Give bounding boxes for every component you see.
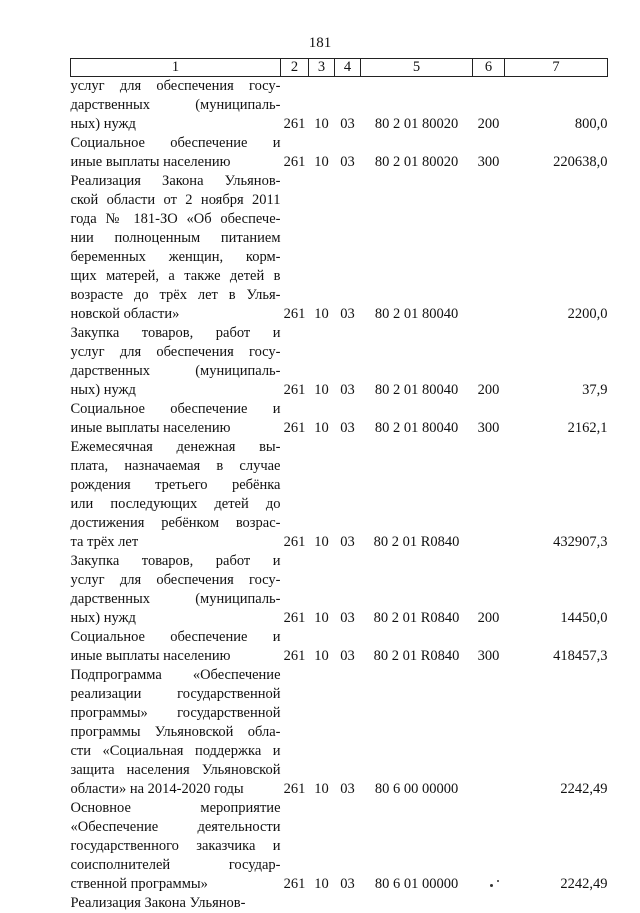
header-col-3: 3 [309,59,335,77]
header-col-1: 1 [71,59,281,77]
amount: 432907,3 [505,438,608,552]
row-name [71,628,281,666]
header-col-4: 4 [335,59,361,77]
subsection-code [335,894,361,913]
amount: 2162,1 [505,400,608,438]
section-code: 10 [309,77,335,135]
row-name-line: беременных женщин, корм- [71,248,281,267]
target-article-code: 80 6 00 00000 [361,666,473,799]
header-col-7: 7 [505,59,608,77]
subsection-code: 03 [335,134,361,172]
row-name-line: дарственных (муниципаль- [71,362,281,381]
row-name-line: Подпрограмма «Обеспечение [71,666,281,685]
subsection-code: 03 [335,324,361,400]
row-name-line: ской области от 2 ноября 2011 [71,191,281,210]
row-name-line: та трёх лет [71,533,281,552]
section-code: 10 [309,438,335,552]
row-name [71,77,281,135]
row-name-line: нии полноценным питанием [71,229,281,248]
expense-type-code: 300 [473,628,505,666]
row-name-line: ных) нужд [71,381,281,400]
table-row [71,628,608,666]
amount: 2242,49 [505,799,608,894]
row-name-line: дарственных (муниципаль- [71,96,281,115]
expense-type-code [473,438,505,552]
row-name-line: услуг для обеспечения госу- [71,343,281,362]
row-name-line: области» на 2014-2020 годы [71,780,281,799]
row-name-line: года № 181-ЗО «Об обеспече- [71,210,281,229]
subsection-code: 03 [335,552,361,628]
chapter-code: 261 [281,628,309,666]
row-name-line: защита населения Ульяновской [71,761,281,780]
amount: 220638,0 [505,134,608,172]
expense-type-code [473,666,505,799]
table-row [71,400,608,438]
row-name-line: ственной программы» [71,875,281,894]
header-col-2: 2 [281,59,309,77]
target-article-code [361,894,473,913]
table-row [71,438,608,552]
chapter-code: 261 [281,172,309,324]
section-code: 10 [309,666,335,799]
row-name-line: плата, назначаемая в случае [71,457,281,476]
expense-type-code: 300 [473,134,505,172]
row-name-line: Социальное обеспечение и [71,400,281,419]
target-article-code: 80 2 01 R0840 [361,552,473,628]
row-name-line: рождения третьего ребёнка [71,476,281,495]
row-name-line: возрасте до трёх лет в Улья- [71,286,281,305]
table-row [71,552,608,628]
section-code [309,894,335,913]
table-row [71,799,608,894]
row-name [71,666,281,799]
chapter-code: 261 [281,324,309,400]
subsection-code: 03 [335,77,361,135]
chapter-code: 261 [281,77,309,135]
row-name-line: услуг для обеспечения госу- [71,571,281,590]
chapter-code: 261 [281,134,309,172]
row-name-line: ных) нужд [71,609,281,628]
row-name-line: «Обеспечение деятельности [71,818,281,837]
section-code: 10 [309,552,335,628]
target-article-code: 80 2 01 80040 [361,400,473,438]
expense-type-code: 200 [473,77,505,135]
target-article-code: 80 2 01 80040 [361,172,473,324]
row-name-line: ных) нужд [71,115,281,134]
target-article-code: 80 6 01 00000 [361,799,473,894]
row-name [71,799,281,894]
expense-type-code [473,799,505,894]
header-col-5: 5 [361,59,473,77]
expense-type-code: 200 [473,324,505,400]
target-article-code: 80 2 01 80020 [361,77,473,135]
section-code: 10 [309,134,335,172]
header-col-6: 6 [473,59,505,77]
table-row [71,134,608,172]
scan-speck [490,884,493,887]
table-row [71,666,608,799]
budget-table [70,58,608,913]
subsection-code: 03 [335,799,361,894]
amount: 800,0 [505,77,608,135]
chapter-code: 261 [281,552,309,628]
subsection-code: 03 [335,438,361,552]
subsection-code: 03 [335,628,361,666]
amount: 418457,3 [505,628,608,666]
row-name-line: реализации государственной [71,685,281,704]
table-header-row [71,59,608,77]
row-name-line: программы Ульяновской обла- [71,723,281,742]
page-number: 181 [0,34,640,53]
row-name-line: государственного заказчика и [71,837,281,856]
table-row [71,77,608,135]
row-name-line: дарственных (муниципаль- [71,590,281,609]
row-name [71,894,281,913]
chapter-code: 261 [281,400,309,438]
table-row [71,324,608,400]
table-row [71,894,608,913]
row-name-line: Реализация Закона Ульянов- [71,894,281,913]
table-body [71,77,608,913]
row-name-line: Социальное обеспечение и [71,134,281,153]
section-code: 10 [309,400,335,438]
target-article-code: 80 2 01 80040 [361,324,473,400]
amount: 2242,49 [505,666,608,799]
row-name [71,324,281,400]
expense-type-code [473,172,505,324]
chapter-code: 261 [281,799,309,894]
section-code: 10 [309,799,335,894]
row-name-line: щих матерей, а также детей в [71,267,281,286]
chapter-code: 261 [281,438,309,552]
target-article-code: 80 2 01 R0840 [361,628,473,666]
row-name-line: Ежемесячная денежная вы- [71,438,281,457]
row-name-line: иные выплаты населению [71,419,281,438]
row-name [71,134,281,172]
amount: 14450,0 [505,552,608,628]
row-name-line: соисполнителей государ- [71,856,281,875]
row-name [71,400,281,438]
row-name-line: Закупка товаров, работ и [71,552,281,571]
subsection-code: 03 [335,666,361,799]
subsection-code: 03 [335,400,361,438]
expense-type-code: 300 [473,400,505,438]
subsection-code: 03 [335,172,361,324]
expense-type-code: 200 [473,552,505,628]
row-name-line: или последующих детей до [71,495,281,514]
chapter-code: 261 [281,666,309,799]
row-name-line: новской области» [71,305,281,324]
row-name [71,172,281,324]
chapter-code [281,894,309,913]
amount: 2200,0 [505,172,608,324]
amount [505,894,608,913]
scan-speck [497,880,499,882]
row-name-line: услуг для обеспечения госу- [71,77,281,96]
section-code: 10 [309,172,335,324]
row-name-line: достижения ребёнком возрас- [71,514,281,533]
section-code: 10 [309,628,335,666]
row-name-line: Социальное обеспечение и [71,628,281,647]
expense-type-code [473,894,505,913]
row-name-line: Реализация Закона Ульянов- [71,172,281,191]
row-name-line: иные выплаты населению [71,153,281,172]
row-name-line: сти «Социальная поддержка и [71,742,281,761]
section-code: 10 [309,324,335,400]
target-article-code: 80 2 01 R0840 [361,438,473,552]
target-article-code: 80 2 01 80020 [361,134,473,172]
row-name-line: Основное мероприятие [71,799,281,818]
row-name [71,552,281,628]
row-name-line: программы» государственной [71,704,281,723]
row-name-line: Закупка товаров, работ и [71,324,281,343]
table-row [71,172,608,324]
row-name-line: иные выплаты населению [71,647,281,666]
amount: 37,9 [505,324,608,400]
row-name [71,438,281,552]
